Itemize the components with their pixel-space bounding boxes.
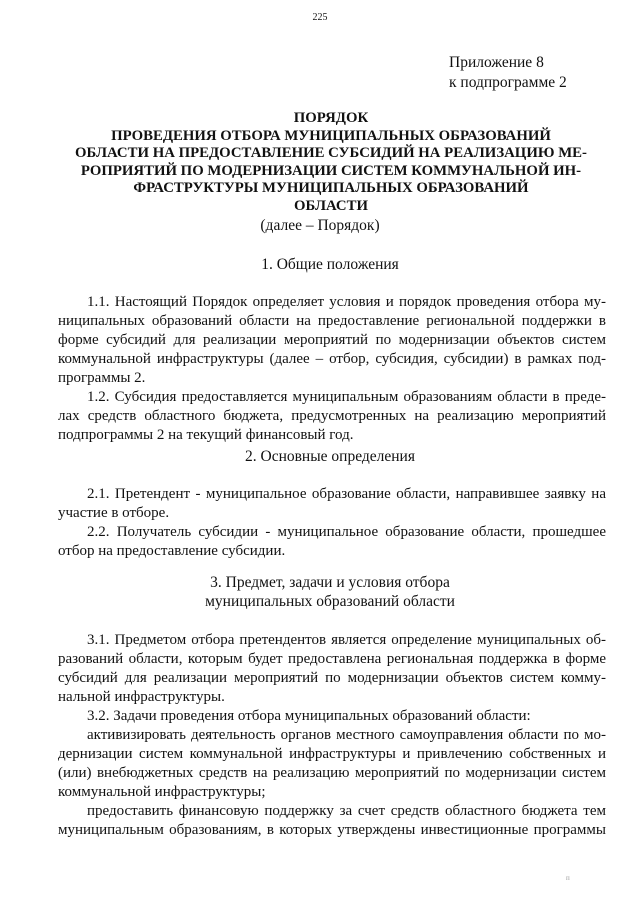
paragraph-line: дернизации систем коммунальной инфраструктуры и привлечению собственных и	[58, 746, 606, 762]
section-heading-2	[0, 447, 640, 466]
paragraph-line: предоставить финансовую поддержку за счет средств областного бюджета тем	[87, 803, 606, 819]
paragraph-line: 1.1. Настоящий Порядок определяет условия и порядок проведения отбора му-	[87, 294, 606, 310]
paragraph-line: подпрограммы 2 на текущий финансовый год.	[58, 427, 354, 443]
paragraph-line: участие в отборе.	[58, 505, 170, 521]
title-line: ФРАСТРУКТУРЫ МУНИЦИПАЛЬНЫХ ОБРАЗОВАНИЙ	[133, 180, 529, 197]
paragraph-2-1	[58, 485, 606, 523]
section-heading-line: муниципальных образований области	[205, 593, 455, 610]
appendix-reference	[449, 53, 567, 93]
paragraph-line: 2.1. Претендент - муниципальное образование области, направившее заявку на	[87, 486, 606, 502]
scan-mark: п	[566, 874, 570, 882]
paragraph-line: коммунальной инфраструктуры;	[58, 784, 266, 800]
paragraph-line: лах средств областного бюджета, предусмотренных на реализацию мероприятий	[58, 408, 606, 424]
paragraph-1-2	[58, 388, 606, 445]
title-line: ОБЛАСТИ	[294, 197, 368, 214]
section-heading-line: 1. Общие положения	[261, 256, 399, 273]
paragraph-3-2-task-1	[58, 726, 606, 802]
paragraph-line: коммунальной инфраструктуры (далее – отбор, субсидия, субсидии) в рамках под-	[58, 351, 606, 367]
section-heading-line: 3. Предмет, задачи и условия отбора	[210, 574, 450, 591]
paragraph-line: 2.2. Получатель субсидии - муниципальное образование области, прошедшее	[87, 524, 606, 540]
paragraph-3-1	[58, 631, 606, 707]
paragraph-line: нальной инфраструктуры.	[58, 689, 225, 705]
title-line: РОПРИЯТИЙ ПО МОДЕРНИЗАЦИИ СИСТЕМ КОММУНАЛЬНОЙ ИН-	[80, 162, 582, 179]
paragraph-line: 3.2. Задачи проведения отбора муниципальных образований области:	[87, 708, 531, 724]
paragraph-3-2	[58, 707, 606, 726]
appendix-line: к подпрограмме 2	[449, 74, 567, 91]
paragraph-line: отбор на предоставление субсидии.	[58, 543, 286, 559]
section-heading-line: 2. Основные определения	[245, 448, 415, 465]
paragraph-line: разований области, которым будет предоставлена региональная поддержка в форме	[58, 651, 606, 667]
paragraph-line: программы 2.	[58, 370, 146, 386]
appendix-line: Приложение 8	[449, 54, 544, 71]
paragraph-line: субсидий для реализации мероприятий по модернизации объектов систем комму-	[58, 670, 606, 686]
paragraph-line: 3.1. Предметом отбора претендентов является определение муниципальных об-	[87, 632, 606, 648]
paragraph-line: (или) внебюджетных средств на реализацию мероприятий по модернизации систем	[58, 765, 606, 781]
paragraph-line: 1.2. Субсидия предоставляется муниципальным образованиям области в преде-	[87, 389, 606, 405]
title-line: ОБЛАСТИ НА ПРЕДОСТАВЛЕНИЕ СУБСИДИЙ НА РЕАЛИЗАЦИЮ МЕ-	[75, 145, 587, 162]
paragraph-line: ниципальных образований области на предоставление региональной поддержки в	[58, 313, 606, 329]
section-heading-3	[0, 573, 640, 611]
paragraph-2-2	[58, 523, 606, 561]
title-line: ПОРЯДОК	[293, 110, 369, 126]
title-line: ПРОВЕДЕНИЯ ОТБОРА МУНИЦИПАЛЬНЫХ ОБРАЗОВАНИЙ	[111, 127, 551, 144]
paragraph-1-1	[58, 293, 606, 388]
page-number: 225	[312, 12, 328, 23]
document-subtitle: (далее – Порядок)	[260, 217, 380, 234]
paragraph-3-2-task-2	[58, 802, 606, 840]
document-title	[58, 110, 604, 216]
paragraph-line: активизировать деятельность органов местного самоуправления области по мо-	[87, 727, 606, 743]
paragraph-line: форме субсидий для реализации мероприятий по модернизации объектов систем	[58, 332, 606, 348]
paragraph-line: муниципальным образованиям, в которых утверждены инвестиционные программы	[58, 822, 606, 838]
section-heading-1	[0, 255, 640, 274]
